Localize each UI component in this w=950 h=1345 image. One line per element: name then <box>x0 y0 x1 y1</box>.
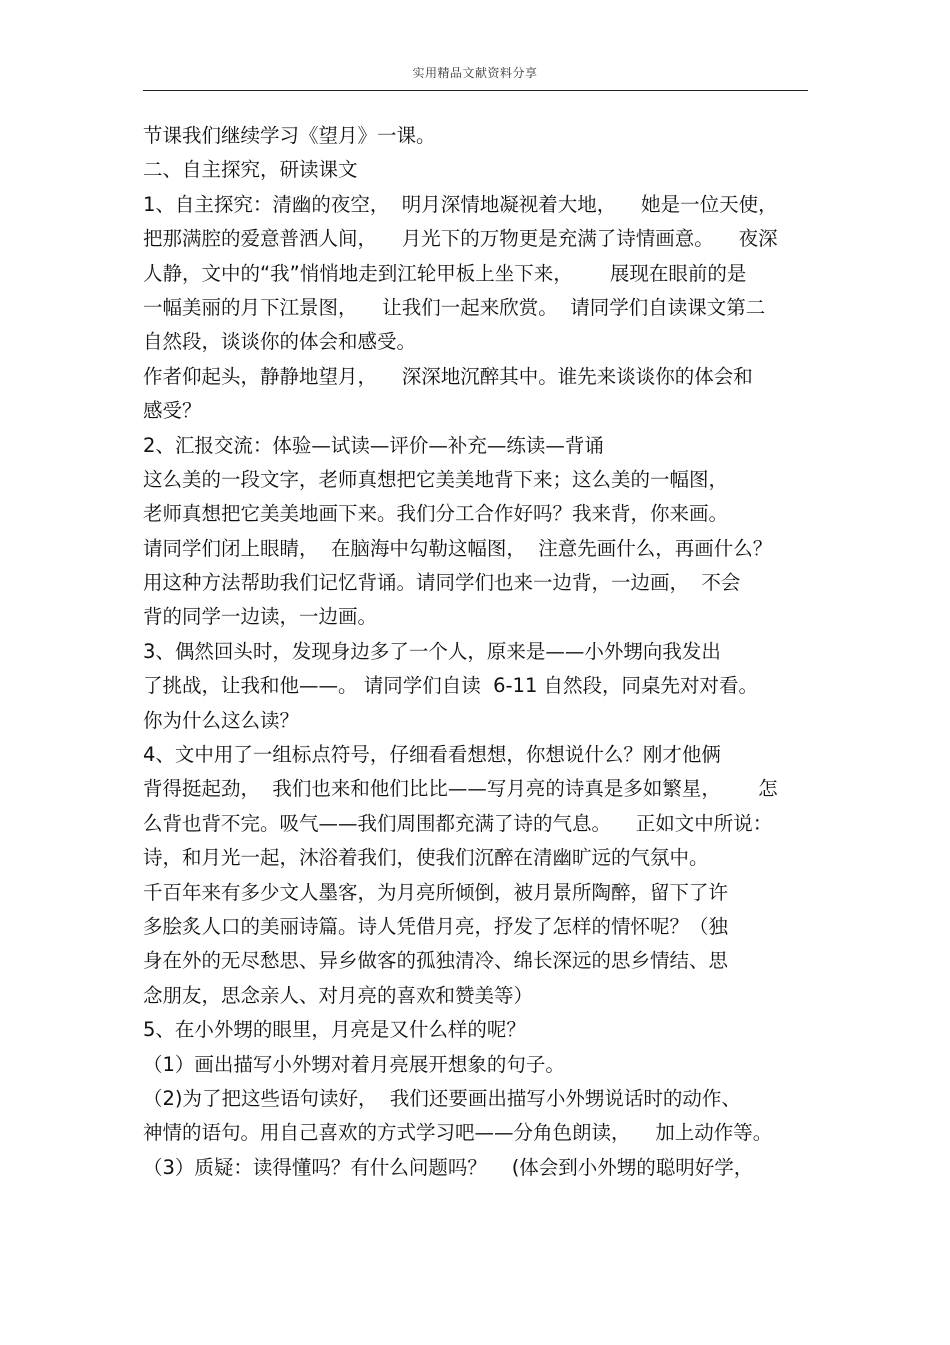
text-line: 你为什么这么读？ <box>143 708 300 732</box>
text-line: 老师真想把它美美地画下来。我们分工合作好吗？我来背，你来画。 <box>143 502 729 526</box>
text-line: 念朋友，思念亲人、对月亮的喜欢和赞美等） <box>143 983 534 1007</box>
text-line: 请同学们闭上眼睛， 在脑海中勾勒这幅图， 注意先画什么，再画什么？ <box>143 536 773 560</box>
text-line: 了挑战，让我和他——。 请同学们自读 6-11 自然段，同桌先对对看。 <box>143 674 759 698</box>
text-line: 千百年来有多少文人墨客，为月亮所倾倒，被月景所陶醉，留下了许 <box>143 880 729 904</box>
text-line: （1）画出描写小外甥对着月亮展开想象的句子。 <box>143 1052 565 1076</box>
text-line: 把那满腔的爱意普洒人间， 月光下的万物更是充满了诗情画意。 夜深 <box>143 227 778 251</box>
text-line: 节课我们继续学习《望月》一课。 <box>143 124 436 147</box>
text-line: 身在外的无尽愁思、异乡做客的孤独清冷、绵长深远的思乡情结、思 <box>143 949 729 973</box>
text-line: 用这种方法帮助我们记忆背诵。请同学们也来一边背，一边画， 不会 <box>143 571 741 595</box>
text-line: 多脍炙人口的美丽诗篇。诗人凭借月亮，抒发了怎样的情怀呢？（独 <box>143 914 729 938</box>
header-divider <box>143 90 808 91</box>
text-line: 作者仰起头，静静地望月， 深深地沉醉其中。谁先来谈谈你的体会和 <box>143 364 753 388</box>
document-body <box>143 119 815 1185</box>
text-line: 5、在小外甥的眼里，月亮是又什么样的呢？ <box>143 1018 526 1042</box>
text-line: 这么美的一段文字，老师真想把它美美地背下来；这么美的一幅图， <box>143 467 729 491</box>
text-line: 自然段，谈谈你的体会和感受。 <box>143 330 417 354</box>
text-line: 感受？ <box>143 399 202 423</box>
text-line: 1、自主探究：清幽的夜空， 明月深情地凝视着大地， 她是一位天使， <box>143 192 778 216</box>
text-line: 神情的语句。用自己喜欢的方式学习吧——分角色朗读， 加上动作等。 <box>143 1121 773 1145</box>
text-line: 背得挺起劲， 我们也来和他们比比——写月亮的诗真是多如繁星， 怎 <box>143 777 778 801</box>
text-line: （2)为了把这些语句读好， 我们还要画出描写小外甥说话时的动作、 <box>143 1086 741 1110</box>
section-heading: 二、自主探究，研读课文 <box>143 158 358 182</box>
text-line: 3、偶然回头时，发现身边多了一个人，原来是——小外甥向我发出 <box>143 639 721 663</box>
text-line: 2、汇报交流：体验—试读—评价—补充—练读—背诵 <box>143 433 604 457</box>
text-line: 一幅美丽的月下江景图， 让我们一起来欣赏。 请同学们自读课文第二 <box>143 295 766 319</box>
text-line: 诗，和月光一起，沐浴着我们，使我们沉醉在清幽旷远的气氛中。 <box>143 846 709 870</box>
text-line: 么背也背不完。吸气——我们周围都充满了诗的气息。 正如文中所说： <box>143 811 773 835</box>
page-header: 实用精品文献资料分享 <box>412 66 538 80</box>
text-line: 人静，文中的“我”悄悄地走到江轮甲板上坐下来， 展现在眼前的是 <box>143 261 747 285</box>
text-line: 4、文中用了一组标点符号，仔细看看想想，你想说什么？刚才他俩 <box>143 743 721 767</box>
text-line: 背的同学一边读，一边画。 <box>143 605 378 629</box>
text-line: （3）质疑：读得懂吗？有什么问题吗？ (体会到小外甥的聪明好学， <box>143 1155 754 1179</box>
